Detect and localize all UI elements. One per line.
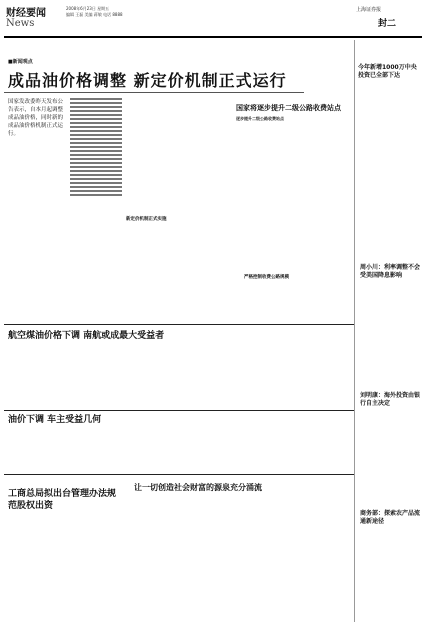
lead-col-2: [126, 98, 178, 248]
page-section: 封二: [378, 19, 397, 29]
right-column-divider: [354, 40, 355, 622]
article-headline-4: 让一切创造社会财富的源泉充分涌流: [134, 483, 262, 492]
lead-intro-text: 国家发改委昨天发布公告表示，自本月起调整成品油价格，同时新的成品油价格机制正式运行。: [8, 99, 64, 137]
contact-info: 编辑 王磊 美编 蒋敏 电话 8888: [66, 12, 123, 17]
masthead-rule: [4, 36, 422, 38]
section-rule-2: [4, 410, 354, 411]
right-head-1: 今年新增1000万中央投资已全部下达: [358, 64, 417, 79]
col2-subhead: 新定价机制正式实施: [126, 217, 167, 222]
section-rule-1: [4, 324, 354, 325]
section-english: News: [6, 18, 35, 29]
lead-col-1: [70, 98, 122, 238]
issue-meta: 2008年6月23日 星期五: [66, 6, 110, 11]
lead-intro: [8, 98, 66, 138]
article-headline-1: 航空煤油价格下调 南航或成最大受益者: [8, 331, 165, 341]
lead-headline: 成品油价格调整 新定价机制正式运行: [8, 71, 287, 90]
article-headline-2: 油价下调 车主受益几何: [8, 415, 102, 425]
headline-rule: [4, 92, 304, 93]
mid-right-article: [236, 104, 348, 121]
mid-right-sub: 逐步提升二级公路收费站点: [236, 116, 284, 121]
section-rule-3: [4, 474, 354, 475]
right-head-2: 周小川：利率调整不会受美国降息影响: [360, 264, 421, 279]
mid-right-headline: 国家将逐步提升二级公路收费站点: [236, 104, 341, 112]
right-column: [358, 64, 422, 80]
right-head-3: 刘明康：海外投资由银行自主决定: [360, 392, 421, 407]
masthead: [0, 0, 426, 40]
newspaper-name: 上海证券报: [356, 7, 382, 13]
right-head-4: 商务部：探索农产品流通新途径: [360, 510, 421, 525]
mid-right-sub2: 严格控制收费公路规模: [244, 275, 289, 280]
lead-kicker: ■新闻观点: [8, 59, 33, 65]
article-headline-3: 工商总局拟出台管理办法规范股权出资: [8, 489, 117, 511]
section-logo: 财经要闻: [6, 8, 46, 19]
